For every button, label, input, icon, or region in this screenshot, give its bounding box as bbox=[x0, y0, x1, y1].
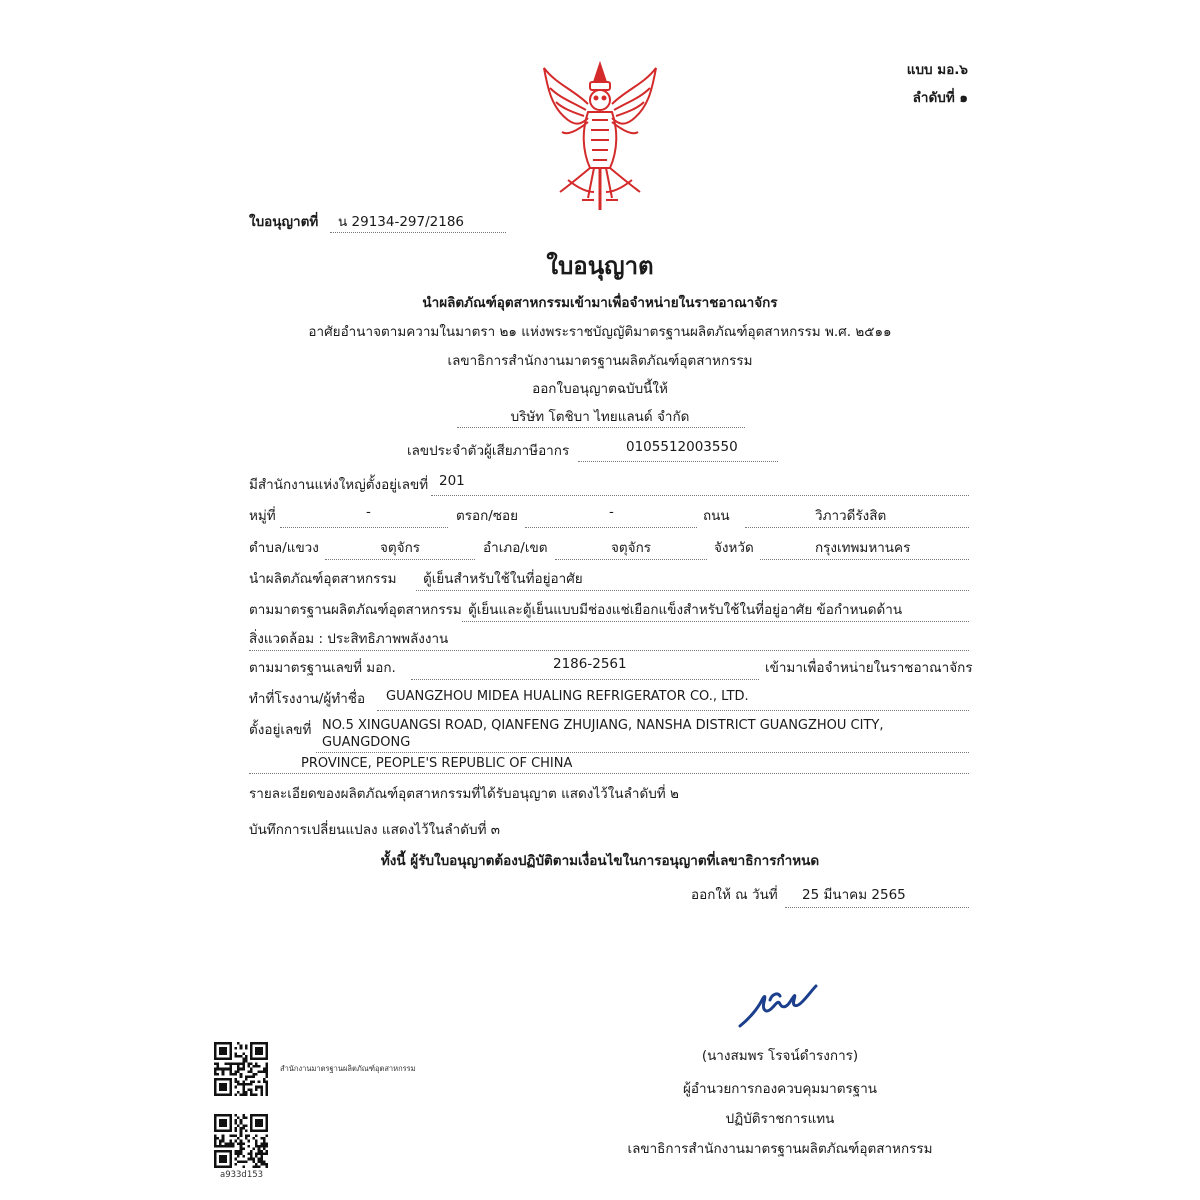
qr-code-icon bbox=[214, 1114, 268, 1168]
standard-label: ตามมาตรฐานผลิตภัณฑ์อุตสาหกรรม bbox=[249, 602, 462, 618]
issue-line: ออกใบอนุญาตฉบับนี้ให้ bbox=[532, 381, 668, 397]
standard-no-suffix: เข้ามาเพื่อจำหน่ายในราชอาณาจักร bbox=[765, 660, 973, 676]
subdistrict-label: ตำบล/แขวง bbox=[249, 540, 319, 556]
head-office-label: มีสำนักงานแห่งใหญ่ตั้งอยู่เลขที่ bbox=[249, 477, 429, 493]
product-value: ตู้เย็นสำหรับใช้ในที่อยู่อาศัย bbox=[423, 571, 583, 587]
subdistrict-value: จตุจักร bbox=[380, 540, 421, 556]
moo-dotted-line bbox=[280, 527, 448, 528]
standard-value-line-1: ตู้เย็นและตู้เย็นแบบมีช่องแช่เยือกแข็งสำหรับใช้ในที่อยู่อาศัย ข้อกำหนดด้าน bbox=[468, 602, 903, 618]
company-dotted-line bbox=[457, 427, 745, 428]
authority-line: อาศัยอำนาจตามความในมาตรา ๒๑ แห่งพระราชบัญญัติมาตรฐานผลิตภัณฑ์อุตสาหกรรม พ.ศ. ๒๕๑๑ bbox=[308, 324, 892, 340]
license-no-dotted-line bbox=[330, 232, 506, 233]
road-value: วิภาวดีรังสิต bbox=[815, 508, 887, 524]
road-label: ถนน bbox=[703, 508, 730, 524]
factory-address-line-2: GUANGDONG bbox=[322, 735, 411, 750]
factory-address-line-3: PROVINCE, PEOPLE'S REPUBLIC OF CHINA bbox=[301, 756, 573, 771]
moo-label: หมู่ที่ bbox=[249, 508, 276, 524]
tax-id-dotted-line bbox=[578, 461, 778, 462]
standard-dotted-line-2 bbox=[249, 650, 969, 651]
standard-no-label: ตามมาตรฐานเลขที่ มอก. bbox=[249, 660, 396, 676]
district-value: จตุจักร bbox=[611, 540, 652, 556]
company-name: บริษัท โตชิบา ไทยแลนด์ จำกัด bbox=[510, 409, 690, 425]
changes-note: บันทึกการเปลี่ยนแปลง แสดงไว้ในลำดับที่ ๓ bbox=[249, 822, 500, 838]
garuda-emblem-icon bbox=[538, 60, 662, 212]
license-no-label: ใบอนุญาตที่ bbox=[249, 214, 319, 230]
head-office-dotted-line bbox=[431, 495, 969, 496]
secretary-line: เลขาธิการสำนักงานมาตรฐานผลิตภัณฑ์อุตสาหกรรม bbox=[447, 353, 753, 369]
factory-address-dotted-line-1 bbox=[316, 752, 969, 753]
factory-name: GUANGZHOU MIDEA HUALING REFRIGERATOR CO., LTD. bbox=[386, 689, 749, 704]
soi-dotted-line bbox=[525, 527, 697, 528]
subdistrict-dotted-line bbox=[325, 559, 475, 560]
signatory-position: ผู้อำนวยการกองควบคุมมาตรฐาน bbox=[682, 1081, 878, 1097]
district-dotted-line bbox=[555, 559, 707, 560]
issued-label: ออกให้ ณ วันที่ bbox=[691, 887, 778, 903]
product-dotted-line bbox=[416, 590, 969, 591]
qr-caption: สำนักงานมาตรฐานผลิตภัณฑ์อุตสาหกรรม bbox=[280, 1064, 416, 1073]
standard-no-value: 2186-2561 bbox=[553, 656, 627, 672]
license-no-value: น 29134-297/2186 bbox=[338, 214, 465, 230]
province-value: กรุงเทพมหานคร bbox=[815, 540, 911, 556]
issued-date: 25 มีนาคม 2565 bbox=[802, 887, 906, 903]
details-note: รายละเอียดของผลิตภัณฑ์อุตสาหกรรมที่ได้รับอนุญาต แสดงไว้ในลำดับที่ ๒ bbox=[249, 786, 679, 802]
head-office-value: 201 bbox=[439, 473, 465, 489]
document-subtitle: นำผลิตภัณฑ์อุตสาหกรรมเข้ามาเพื่อจำหน่ายในราชอาณาจักร bbox=[422, 295, 778, 311]
standard-value-line-2: สิ่งแวดล้อม : ประสิทธิภาพพลังงาน bbox=[249, 631, 449, 647]
document-title: ใบอนุญาต bbox=[546, 252, 654, 280]
moo-value: - bbox=[366, 504, 371, 520]
road-dotted-line bbox=[745, 527, 969, 528]
qr-code-text: a933d153 bbox=[220, 1170, 264, 1180]
standard-no-dotted-line bbox=[411, 679, 759, 680]
signature-icon bbox=[736, 982, 820, 1030]
form-order: ลำดับที่ ๑ bbox=[912, 90, 968, 106]
condition-line: ทั้งนี้ ผู้รับใบอนุญาตต้องปฏิบัติตามเงื่อนไขในการอนุญาตที่เลขาธิการกำหนด bbox=[380, 853, 820, 869]
product-label: นำผลิตภัณฑ์อุตสาหกรรม bbox=[249, 571, 397, 587]
signatory-acting: ปฏิบัติราชการแทน bbox=[725, 1111, 835, 1127]
province-dotted-line bbox=[760, 559, 969, 560]
factory-dotted-line bbox=[377, 710, 969, 711]
soi-label: ตรอก/ซอย bbox=[456, 508, 519, 524]
soi-value: - bbox=[609, 504, 614, 520]
signatory-name: (นางสมพร โรจน์ดำรงการ) bbox=[701, 1048, 859, 1064]
factory-address-label: ตั้งอยู่เลขที่ bbox=[249, 722, 312, 738]
district-label: อำเภอ/เขต bbox=[483, 540, 548, 556]
factory-address-dotted-line-2 bbox=[249, 773, 969, 774]
signatory-on-behalf: เลขาธิการสำนักงานมาตรฐานผลิตภัณฑ์อุตสาหกรรม bbox=[627, 1141, 933, 1157]
tax-id-label: เลขประจำตัวผู้เสียภาษีอากร bbox=[407, 443, 570, 459]
standard-dotted-line-1 bbox=[462, 621, 969, 622]
qr-code-icon bbox=[214, 1042, 268, 1096]
province-label: จังหวัด bbox=[714, 540, 754, 556]
issued-date-dotted-line bbox=[785, 907, 969, 908]
tax-id-value: 0105512003550 bbox=[626, 439, 738, 455]
factory-address-line-1: NO.5 XINGUANGSI ROAD, QIANFENG ZHUJIANG, NANSHA DISTRICT GUANGZHOU CITY, bbox=[322, 718, 884, 733]
factory-label: ทำที่โรงงาน/ผู้ทำชื่อ bbox=[249, 691, 366, 707]
form-code: แบบ มอ.๖ bbox=[906, 62, 968, 78]
